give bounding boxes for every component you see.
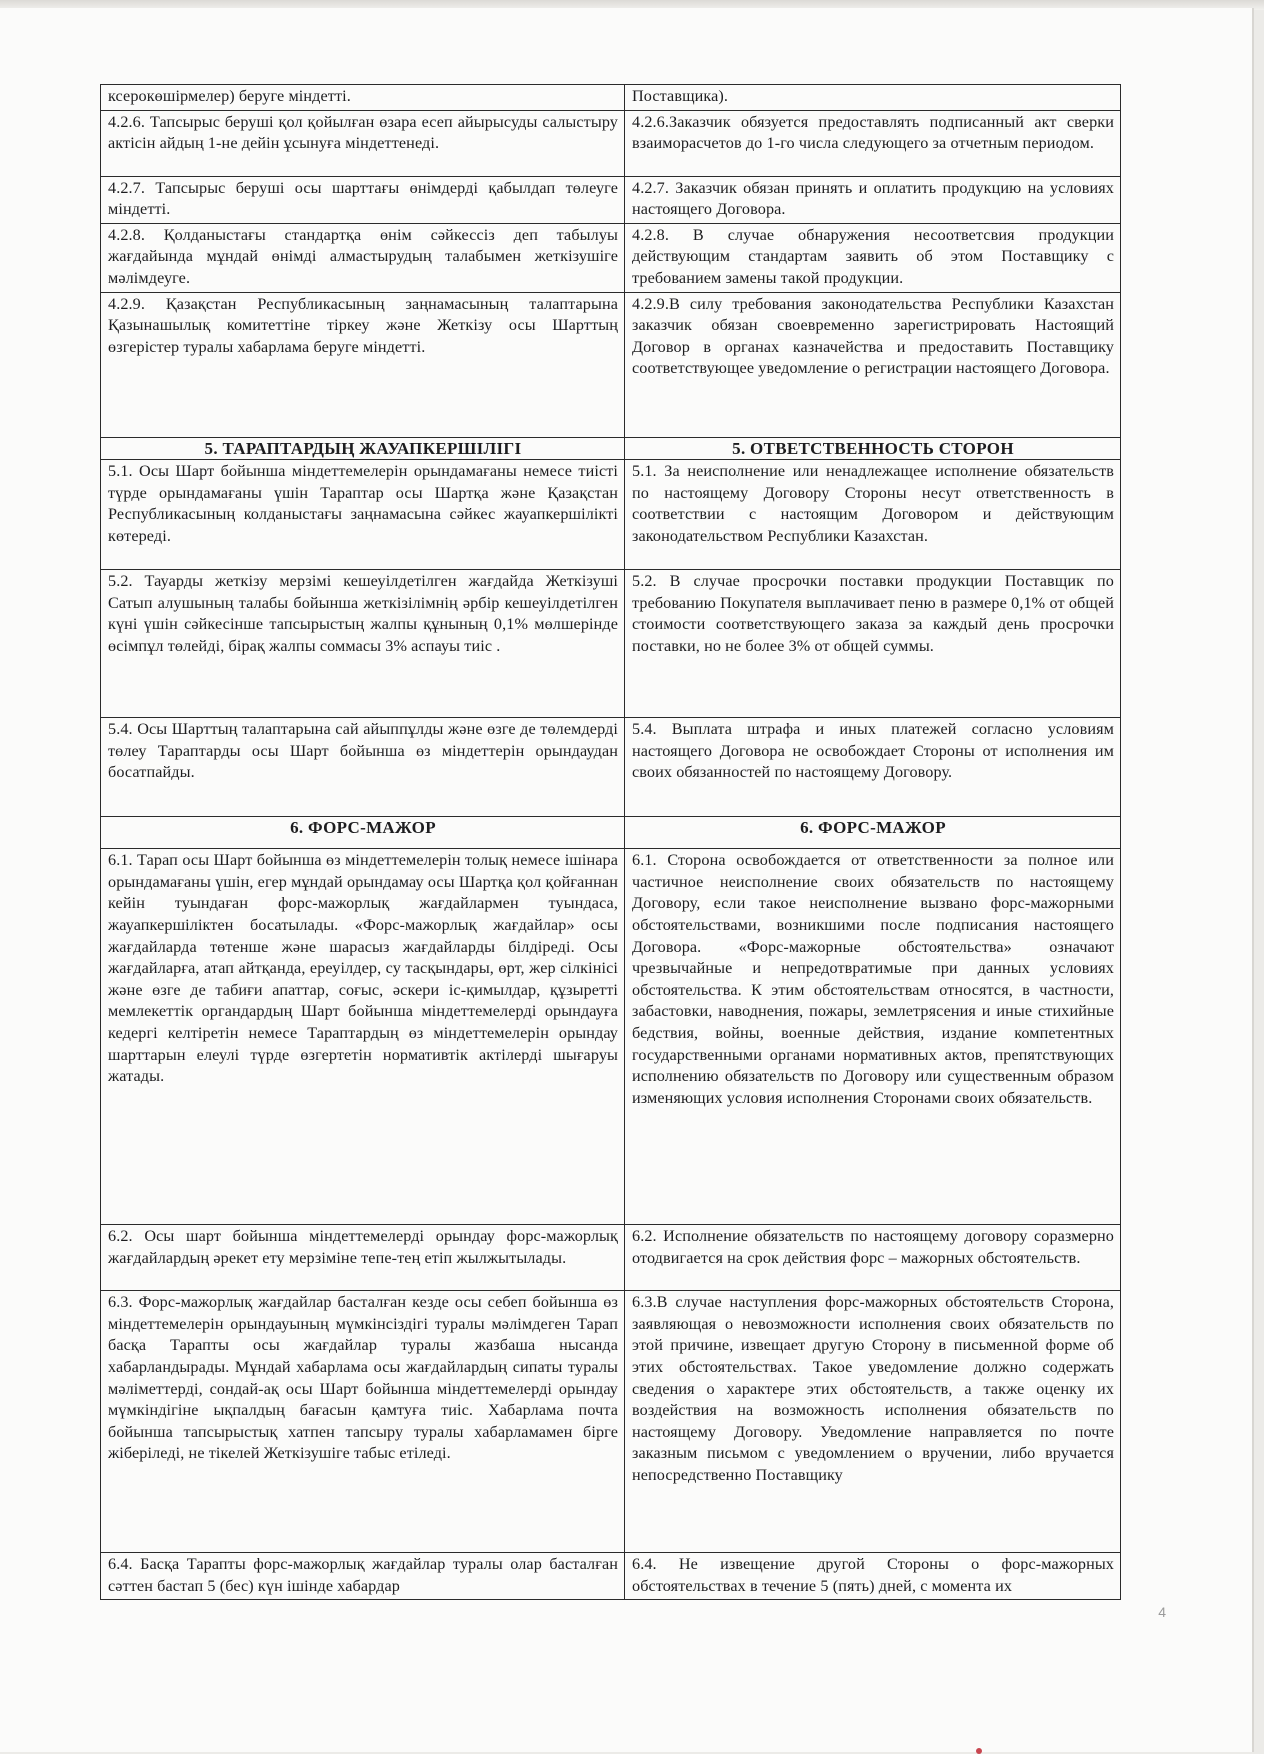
ru-cell: 4.2.9.В силу требования законодательства Республики Казахстан заказчик обязан своевременно зарегистрировать Настоящий Договор в органах казначейства и предоставить Поставщику соответствующее уведомление о регистрации настоящего Договора. — [625, 292, 1121, 437]
table-row — [101, 460, 1121, 570]
ru-cell: 6.2. Исполнение обязательств по настоящему договору соразмерно отодвигается на срок действия форс – мажорных обстоятельств. — [625, 1225, 1121, 1291]
section-heading-row — [101, 437, 1121, 460]
kz-cell: 6.3. Форс-мажорлық жағдайлар басталған кезде осы себеп бойынша өз міндеттемелерін орындауының мүмкінсіздігі туралы мәлімдеген Тарап басқа Тарапты осы жағдайлар туралы жазбаша нысанда хабарландырады. Мұндай хабарлама осы жағдайлардың сипаты туралы мәліметтерді, сондай-ақ осы Шарт бойынша міндеттемелерді орындау мүмкіндігіне ықпалдың бағасын қамтуға тиіс. Хабарлама почта бойынша тапсырыстық хатпен тапсыру туралы хабарламамен бірге жіберіледі, не тікелей Жеткізушіге табыс етіледі. — [101, 1291, 625, 1553]
table-row — [101, 223, 1121, 292]
table-row — [101, 110, 1121, 176]
table-row — [101, 1225, 1121, 1291]
page-number: 4 — [1158, 1604, 1166, 1620]
section-heading-kz: 5. ТАРАПТАРДЫҢ ЖАУАПКЕРШІЛІГІ — [101, 437, 625, 460]
ru-cell: 4.2.8. В случае обнаружения несоответсвия продукции действующим стандартам заявить об этом Поставщику с требованием замены такой продукции. — [625, 223, 1121, 292]
bilingual-contract-table — [100, 84, 1121, 1600]
document-page — [0, 8, 1252, 1752]
ru-cell: 5.4. Выплата штрафа и иных платежей согласно условиям настоящего Договора не освобождает Стороны от исполнения им своих обязанностей по настоящему Договору. — [625, 718, 1121, 817]
table-row — [101, 85, 1121, 111]
ru-cell: 6.1. Сторона освобождается от ответственности за полное или частичное неисполнение своих обязательств по настоящему Договору, если такое неисполнение вызвано форс-мажорными обстоятельствами, возникшими после подписания настоящего Договора. «Форс-мажорные обстоятельства» означают чрезвычайные и непредотвратимые при данных условиях обстоятельства. К этим обстоятельствам относятся, в частности, забастовки, наводнения, пожары, землетрясения и иные стихийные бедствия, войны, военные действия, издание компетентных государственными органами нормативных актов, препятствующих исполнению обязательств по Договору или существенным образом изменяющих условия исполнения Сторонами своих обязательств. — [625, 849, 1121, 1225]
table-row — [101, 1553, 1121, 1600]
kz-cell: 4.2.6. Тапсырыс беруші қол қойылған өзара есеп айырысуды салыстыру актісін айдың 1-не дейін ұсынуға міндеттенеді. — [101, 110, 625, 176]
section-heading-ru: 5. ОТВЕТСТВЕННОСТЬ СТОРОН — [625, 437, 1121, 460]
kz-cell: 5.2. Тауарды жеткізу мерзімі кешеуілдетілген жағдайда Жеткізуші Сатып алушының талабы бойынша жеткізілімнің әрбір кешеуілдетілген күні үшін сәйкесінше тапсырыстың жалпы құнының 0,1% мөлшерінде өсімпұл төлейді, бірақ жалпы соммасы 3% аспауы тиіс . — [101, 570, 625, 718]
table-row — [101, 292, 1121, 437]
table-row — [101, 570, 1121, 718]
ru-cell: 5.2. В случае просрочки поставки продукции Поставщик по требованию Покупателя выплачивает пеню в размере 0,1% от общей стоимости соответствующего заказа за каждый день просрочки поставки, но не более 3% от общей суммы. — [625, 570, 1121, 718]
table-row — [101, 1291, 1121, 1553]
ru-cell: 5.1. За неисполнение или ненадлежащее исполнение обязательств по настоящему Договору Стороны несут ответственность в соответствии с настоящим Договором и действующим законодательством Республики Казахстан. — [625, 460, 1121, 570]
kz-cell: 6.4. Басқа Тарапты форс-мажорлық жағдайлар туралы олар басталған сәттен бастап 5 (бес) күн ішінде хабардар — [101, 1553, 625, 1600]
kz-cell: 4.2.9. Қазақстан Республикасының заңнамасының талаптарына Қазынашылық комитеттіне тіркеу және Жеткізу осы Шарттың өзгерістер туралы хабарлама беруге міндетті. — [101, 292, 625, 437]
kz-cell: 6.1. Тарап осы Шарт бойынша өз міндеттемелерін толық немесе ішінара орындамағаны үшін, егер мұндай орындамау осы Шартқа қол қойғаннан кейін туындаған форс-мажорлық жағдайлармен туындаса, жауапкершіліктен босатылады. «Форс-мажорлық жағдайлар» осы жағдайларда төтенше және шарасыз жағдайларды білдіреді. Осы жағдайларға, атап айтқанда, ереуілдер, су тасқындары, өрт, жер сілкінісі және өзге де табиғи апаттар, соғыс, әскери іс-қимылдар, құзыретті мемлекеттік органдардың Шарт бойынша міндеттемелерді орындауға кедергі келтіретін немесе Тараптардың өз міндеттемелерін орындау шарттарын елеулі түрде өзгертетін нормативтік актілерді шығаруы жатады. — [101, 849, 625, 1225]
kz-cell: 6.2. Осы шарт бойынша міндеттемелерді орындау форс-мажорлық жағдайлардың әрекет ету мерзіміне тепе-тең етіп жылжытылады. — [101, 1225, 625, 1291]
ru-cell: 4.2.6.Заказчик обязуется предоставлять подписанный акт сверки взаиморасчетов до 1-го числа следующего за отчетным периодом. — [625, 110, 1121, 176]
section-heading-ru: 6. ФОРС-МАЖОР — [625, 817, 1121, 849]
ink-dot-mark — [976, 1748, 982, 1754]
section-heading-row — [101, 817, 1121, 849]
kz-cell: 4.2.8. Қолданыстағы стандартқа өнім сәйкессіз деп табылуы жағдайында мұндай өнімді алмастырудың талабымен жеткізушіге мәлімдеуге. — [101, 223, 625, 292]
table-row — [101, 849, 1121, 1225]
table-row — [101, 176, 1121, 223]
kz-cell: 5.4. Осы Шарттың талаптарына сай айыппұлды және өзге де төлемдерді төлеу Тараптарды осы Шарт бойынша өз міндеттерін орындаудан босатпайды. — [101, 718, 625, 817]
kz-cell: 5.1. Осы Шарт бойынша міндеттемелерін орындамағаны немесе тиісті түрде орындамағаны үшін Тараптар осы Шартқа және Қазақстан Республикасының колданыстағы заңнамасына сәйкес жауапкершілікті көтереді. — [101, 460, 625, 570]
kz-cell: 4.2.7. Тапсырыс беруші осы шарттағы өнімдерді қабылдап төлеуге міндетті. — [101, 176, 625, 223]
ru-cell: Поставщика). — [625, 85, 1121, 111]
ru-cell: 6.4. Не извещение другой Стороны о форс-мажорных обстоятельствах в течение 5 (пять) дней, с момента их — [625, 1553, 1121, 1600]
kz-cell: ксерокөшірмелер) беруге міндетті. — [101, 85, 625, 111]
section-heading-kz: 6. ФОРС-МАЖОР — [101, 817, 625, 849]
ru-cell: 6.3.В случае наступления форс-мажорных обстоятельств Сторона, заявляющая о невозможности исполнения своих обязательств по этой причине, извещает другую Сторону в письменной форме об этих обстоятельствах. Такое уведомление должно содержать сведения о характере этих обстоятельств, а также оценку их воздействия на возможность исполнения обязательств по настоящему Договору. Уведомление направляется по почте заказным письмом с уведомлением о вручении, либо вручается непосредственно Поставщику — [625, 1291, 1121, 1553]
table-row — [101, 718, 1121, 817]
ru-cell: 4.2.7. Заказчик обязан принять и оплатить продукцию на условиях настоящего Договора. — [625, 176, 1121, 223]
